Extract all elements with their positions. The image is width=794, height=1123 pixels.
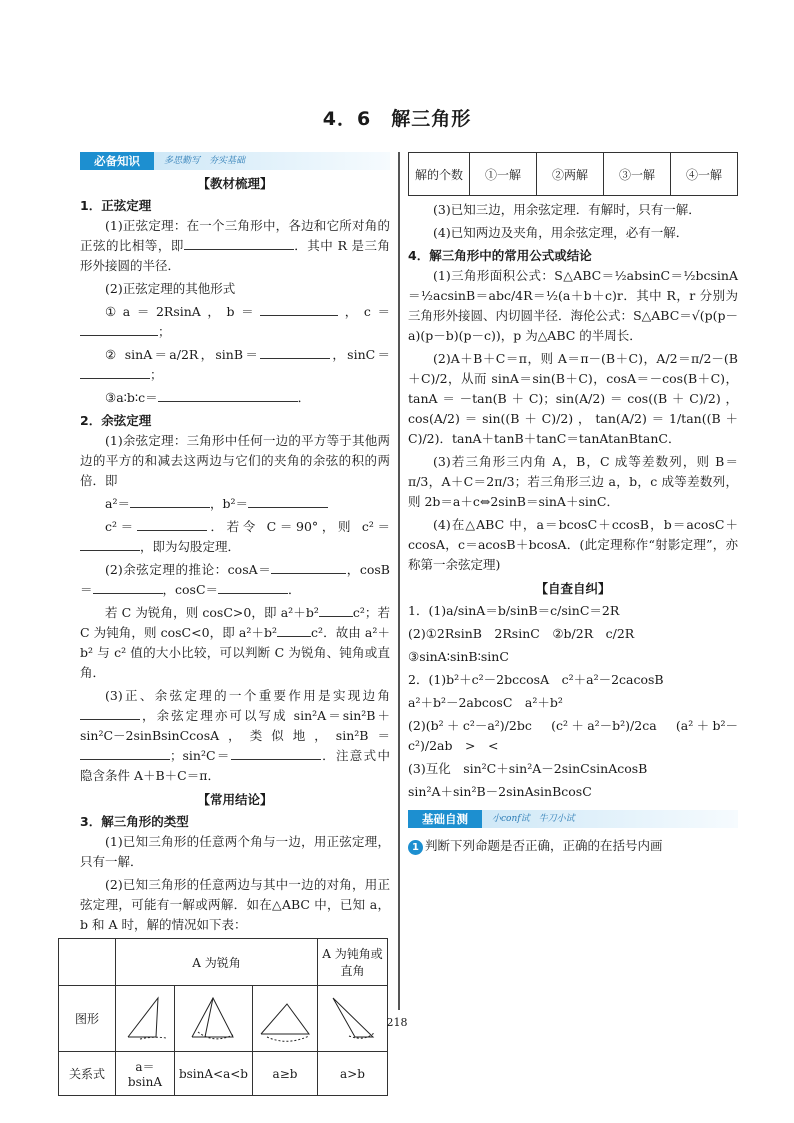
heading-common-formulas: 4．解三角形中的常用公式或结论 bbox=[408, 248, 592, 263]
answer-line: sin²A＋sin²B－2sinAsinBcosC bbox=[408, 784, 592, 799]
fill-blank[interactable] bbox=[248, 494, 328, 508]
answer-line: ③sinA∶sinB∶sinC bbox=[408, 649, 509, 664]
answer-line: (2)(b²＋c²－a²)/2bc (c²＋a²－b²)/2ca (a²＋b²－c²)/2ab > < bbox=[408, 718, 738, 753]
paragraph: (2)余弦定理的推论：cosA＝ ，cosB＝ ，cosC＝ ． bbox=[80, 562, 390, 597]
count-cell: ②两解 bbox=[537, 153, 604, 196]
banner-label: 基础自测 bbox=[408, 810, 482, 828]
fill-blank[interactable] bbox=[130, 494, 210, 508]
relation-cell: a>b bbox=[318, 1052, 388, 1096]
banner-subtitle: 小conf试 牛刀小试 bbox=[482, 810, 738, 828]
paragraph: (4)已知两边及夹角，用余弦定理，必有一解． bbox=[433, 225, 689, 240]
fill-blank[interactable] bbox=[260, 345, 330, 359]
paragraph: (1)正弦定理：在一个三角形中，各边和它所对角的正弦的比相等，即 ．其中 R 是三角形外接圆的半径． bbox=[80, 218, 390, 273]
fill-blank[interactable] bbox=[80, 365, 150, 379]
solution-count-table bbox=[408, 152, 738, 196]
fill-blank[interactable] bbox=[218, 580, 288, 594]
section-banner-essentials bbox=[80, 152, 390, 170]
fill-blank[interactable] bbox=[80, 537, 140, 551]
answer-line: 1．(1)a/sinA＝b/sinB＝c/sinC＝2R bbox=[408, 603, 620, 618]
answer-line: (3)互化 sin²C＋sin²A－2sinCsinAcosB bbox=[408, 761, 648, 776]
paragraph: (1)三角形面积公式：S△ABC＝½absinC＝½bcsinA＝½acsinB＝abc/4R＝½(a＋b＋c)r．其中 R，r 分别为三角形外接圆、内切圆半径．海伦公式：S△ABC＝√(p(p－a)(p－b)(p－c))，p 为△ABC 的半周长． bbox=[408, 268, 738, 343]
paragraph: 若 C 为锐角，则 cosC>0，即 a²＋b² c²；若 C 为钝角，则 cosC<0，即 a²＋b² c²．故由 a²＋b² 与 c² 值的大小比较，可以判断 C 为锐角、钝角或直角． bbox=[80, 605, 390, 680]
fill-blank[interactable] bbox=[271, 560, 346, 574]
count-cell: ①一解 bbox=[470, 153, 537, 196]
subsection-heading: 【自查自纠】 bbox=[535, 581, 611, 596]
header-obtuse: A 为钝角或直角 bbox=[318, 939, 388, 986]
row-label-relation: 关系式 bbox=[59, 1052, 116, 1096]
banner-subtitle: 多思勤写 夯实基础 bbox=[154, 152, 390, 170]
fill-blank[interactable] bbox=[184, 236, 294, 250]
relation-cell: bsinA<a<b bbox=[174, 1052, 252, 1096]
fill-blank[interactable] bbox=[158, 388, 298, 402]
relation-cell: a≥b bbox=[253, 1052, 318, 1096]
question-1: 1 判断下列命题是否正确，正确的在括号内画 bbox=[408, 836, 738, 856]
count-label: 解的个数 bbox=[409, 153, 470, 196]
fill-blank[interactable] bbox=[319, 603, 353, 617]
paragraph: a²＝ ，b²＝ bbox=[80, 494, 390, 514]
left-column bbox=[68, 152, 390, 1096]
row-label-figure: 图形 bbox=[59, 986, 116, 1052]
fill-blank[interactable] bbox=[137, 517, 207, 531]
count-cell: ④一解 bbox=[671, 153, 738, 196]
heading-cosine-law: 2．余弦定理 bbox=[80, 413, 152, 428]
right-column bbox=[408, 152, 738, 859]
paragraph: (3)若三角形三内角 A，B，C 成等差数列，则 B＝π/3，A＋C＝2π/3；若三角形三边 a，b，c 成等差数列，则 2b＝a＋c⇔2sinB＝sinA＋sinC． bbox=[408, 454, 738, 509]
paragraph: ② sinA＝a/2R，sinB＝ ，sinC＝； bbox=[80, 345, 390, 385]
fill-blank[interactable] bbox=[80, 322, 158, 336]
relation-cell: a＝bsinA bbox=[115, 1052, 174, 1096]
paragraph: ①a＝2RsinA，b＝ ，c＝； bbox=[80, 302, 390, 342]
paragraph: c²＝ ．若令 C＝90°，则 c²＝，即为勾股定理． bbox=[80, 517, 390, 557]
count-cell: ③一解 bbox=[604, 153, 671, 196]
fill-blank[interactable] bbox=[93, 580, 163, 594]
paragraph: (3)正、余弦定理的一个重要作用是实现边角，余弦定理亦可以写成 sin²A＝sin²B＋sin²C－2sinBsinCcosA，类似地，sin²B＝；sin²C＝ ．注意式中隐含条件 A＋B＋C＝π． bbox=[80, 688, 390, 783]
banner-label: 必备知识 bbox=[80, 152, 154, 170]
answer-line: (2)①2RsinB 2RsinC ②b/2R c/2R bbox=[408, 626, 635, 641]
answer-line: a²＋b²－2abcosC a²＋b² bbox=[408, 695, 563, 710]
fill-blank[interactable] bbox=[80, 746, 170, 760]
paragraph: (2)A＋B＋C＝π，则 A＝π－(B＋C)，A/2＝π/2－(B＋C)/2，从而 sinA＝sin(B＋C)，cosA＝－cos(B＋C)，tanA＝－tan(B＋C)；sin(A/2)＝cos((B＋C)/2)，cos(A/2)＝sin((B＋C)/2)，tan(A/2)＝1/tan((B＋C)/2)．tanA＋tanB＋tanC＝tanAtanBtanC． bbox=[408, 351, 738, 446]
fill-blank[interactable] bbox=[231, 746, 321, 760]
question-number-badge: 1 bbox=[408, 840, 423, 855]
fill-blank[interactable] bbox=[277, 623, 311, 637]
column-divider bbox=[398, 152, 400, 1010]
subsection-heading: 【教材梳理】 bbox=[197, 176, 273, 191]
answer-line: 2．(1)b²＋c²－2bccosA c²＋a²－2cacosB bbox=[408, 672, 664, 687]
fill-blank[interactable] bbox=[80, 706, 140, 720]
paragraph: (2)正弦定理的其他形式 bbox=[105, 281, 236, 296]
fill-blank[interactable] bbox=[260, 302, 338, 316]
subsection-heading: 【常用结论】 bbox=[197, 792, 273, 807]
page-title: 4．6 解三角形 bbox=[322, 108, 472, 130]
paragraph: (2)已知三角形的任意两边与其中一边的对角，用正弦定理，可能有一解或两解．如在△ABC 中，已知 a，b 和 A 时，解的情况如下表： bbox=[80, 877, 390, 932]
heading-triangle-types: 3．解三角形的类型 bbox=[80, 814, 189, 829]
paragraph: (1)已知三角形的任意两个角与一边，用正弦定理，只有一解． bbox=[80, 834, 390, 869]
paragraph: (4)在△ABC 中，a＝bcosC＋ccosB，b＝acosC＋ccosA，c＝acosB＋bcosA．(此定理称作“射影定理”，亦称第一余弦定理) bbox=[408, 517, 738, 572]
section-banner-selftest bbox=[408, 810, 738, 828]
header-acute: A 为锐角 bbox=[115, 939, 317, 986]
paragraph: ③a∶b∶c＝ ． bbox=[105, 390, 311, 405]
page-number: 218 bbox=[386, 1016, 408, 1029]
paragraph: (1)余弦定理：三角形中任何一边的平方等于其他两边的平方的和减去这两边与它们的夹角的余弦的积的两倍．即 bbox=[80, 433, 390, 488]
paragraph: (3)已知三边，用余弦定理．有解时，只有一解． bbox=[433, 202, 701, 217]
heading-sine-law: 1．正弦定理 bbox=[80, 198, 152, 213]
